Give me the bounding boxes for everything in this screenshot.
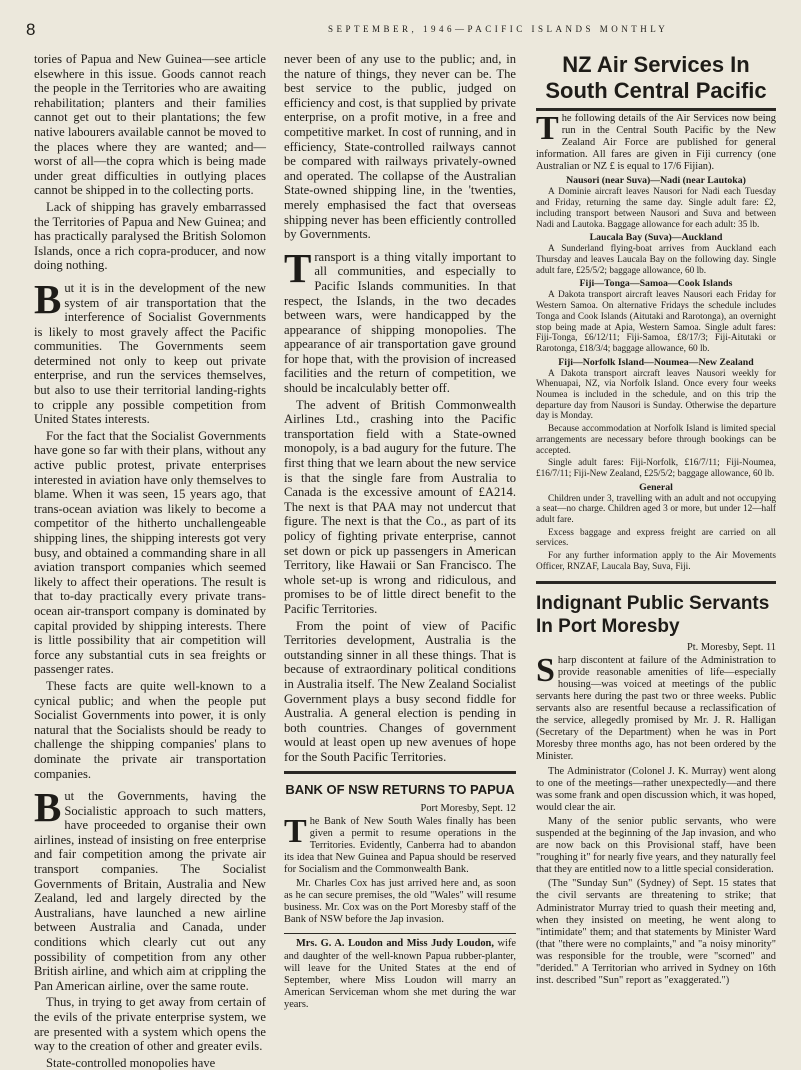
body-paragraph: The Administrator (Colonel J. K. Murray) went along to one of the meetings—rather unexpectedly—and there was some frank and open discussion which, it was hoped, would clear the air. [536, 765, 776, 813]
loudon-text: wife and daughter of the well-known Papua rubber-planter, will leave for the United States at the end of September, where Miss Loudon will marry an American Serviceman whom she met during the war years. [284, 938, 516, 1010]
route-heading: Nausori (near Suva)—Nadi (near Lautoka) [566, 175, 746, 187]
general-text: Excess baggage and express freight are carried on all services. [536, 527, 776, 549]
section-rule [284, 933, 516, 934]
body-paragraph: Sharp discontent at failure of the Administration to provide reasonable amenities of life—especially housing—was voiced at meetings of the public servants here during the past two or three weeks. Public servants also are resentful because a reclassification of the service, allegedly promised by Mr. J. R. Halligan (Secretary of the Department) when he was in Port Moresby three months ago, has not been ordered by the Minister. [536, 651, 776, 763]
route-heading: Fiji—Tonga—Samoa—Cook Islands [579, 278, 733, 290]
body-paragraph: The advent of British Commonwealth Airlines Ltd., crashing into the Pacific transportation field with a State-owned monopoly, is a bad augury for the future. The first thing that we learn about the new service is that the single fare from Australia to Canada is the excessive amount of £A214. The next is that PAA may not undercut that figure. The next is that the Co., as part of its policy of fighting private enterprise, cannot set down or pick up passengers in American Territory, like Hawaii or San Francisco. The whole set-up is wrong and ridiculous, and promises to be of little direct benefit to the Pacific Territories. [284, 397, 516, 616]
route-text: Single adult fares: Fiji-Norfolk, £16/7/11; Fiji-Noumea, £16/7/11; Fiji-New Zealand, £25/5/2; baggage allowance, 60 lb. [536, 458, 776, 479]
indignant-headline: Indignant Public Servants In Port Moresby [536, 592, 770, 637]
general-heading: General [639, 481, 673, 493]
route-text: Because accommodation at Norfolk Island is limited special arrangements are necessary before through bookings can be accepted. [536, 424, 776, 456]
body-paragraph: Lack of shipping has gravely embarrassed the Territories of Papua and New Guinea; and has practically paralysed the British Solomon Islands, once a rich copra-producer, and now doing nothing. [34, 199, 266, 273]
body-paragraph: But it is in the development of the new system of air transportation that the interference of Socialist Governments is likely to most gravely affect the Pacific communities. The Governments seem determined not only to keep out private enterprise, and run the services themselves, but also to use their territorial landing-rights to cripple any possible competition from United States interests. [34, 275, 266, 427]
section-rule [536, 581, 776, 584]
body-paragraph: tories of Papua and New Guinea—see article elsewhere in this issue. Goods cannot reach the people in the Territories who are awaiting rehabilitation; planters and their families cannot get out to their plantations; the few native labourers available cannot be moved to the places where they are wanted; and—worst of all—the copra which is being made under great difficulties in outlying places cannot be shipped in to the collecting ports. [34, 52, 266, 198]
general-text: For any further information apply to the Air Movements Officer, RNZAF, Laucala Bay, Suva, Fiji. [536, 551, 776, 572]
body-paragraph: For the fact that the Socialist Governments have gone so far with their plans, without any active public protest, private enterprises interested in aviation have only themselves to blame. When it was seen, 15 years ago, that trans-ocean aviation was likely to become a competitor of the hitherto unchallengeable shipping lines, the shipping interests got very busy, and obtained a commanding share in all aviation transport companies which seemed likely to affect their operations. The result is that to-day practically every private trans-ocean air-transport company is dominated by capital provided by shipping interests. There is little possibility that air competition will force any substantial cuts in sea freights or passenger rates. [34, 428, 266, 677]
body-paragraph: Thus, in trying to get away from certain of the evils of the private enterprise system, we are presented with a system which opens the way to the creation of other and greater evils. [34, 995, 266, 1054]
column-right [536, 52, 776, 1042]
running-head: SEPTEMBER, 1946—PACIFIC ISLANDS MONTHLY [328, 24, 669, 34]
bank-article [284, 803, 516, 1012]
body-paragraph: The Bank of New South Wales finally has been given a permit to resume operations in the Territories. Evidently, Canberra had to abandon its idea that New Guinea and Papua should be reserved for Socialism and the Commonwealth Bank. [284, 812, 516, 875]
body-paragraph: Many of the senior public servants, who were suspended at the beginning of the Jap invasion, and who are now back on this Provisional staff, have been "roughing it" for nearly five years, and they naturally feel that they are entitled now to a little special consideration. [536, 815, 776, 876]
bank-dateline: Port Moresby, Sept. 12 [420, 802, 516, 814]
section-rule [284, 771, 516, 774]
body-paragraph: (The "Sunday Sun" (Sydney) of Sept. 15 states that the civil servants are threatening to strike; that Administrator Murray tried to quash their meeting and, when they insisted on meeting, he went along to "intimidate" them; and that statements by Minister Ward (that "there were no complaints," and "a noisy minority" was responsible for the trouble, were "scorned" and "derided." A Territorian who arrived in Sydney on 16th inst. described "Sun" report as "exaggerated.") [536, 878, 776, 987]
loudon-names: Mrs. G. A. Loudon and Miss Judy Loudon, [296, 938, 494, 950]
air-services-article [536, 110, 776, 173]
route-text: A Dakota transport aircraft leaves Nausori each Friday for Western Samoa. On alternative Fridays the schedule includes Tonga and Cook Islands (Aitutaki and Rarotonga), an overnight stop being made at Apia, Western Samoa. Single adult fares: Fiji-Tonga, £6/12/11; Fiji-Samoa, £8/17/3; Fiji-Aitutaki or Rarotonga, £18/3/4; baggage allowance, 60 lb. [536, 290, 776, 354]
route-text: A Sunderland flying-boat arrives from Auckland each Thursday and leaves Laucala Bay on the following day. Single adult fare, £25/5/2; baggage allowance, 60 lb. [536, 244, 776, 276]
indignant-article [536, 642, 776, 988]
route-heading: Fiji—Norfolk Island—Noumea—New Zealand [558, 356, 754, 368]
body-paragraph: But the Governments, having the Socialistic approach to such matters, have proceeded to organise their own airlines, instead of insisting on free enterprise and fair competition among the private air transport companies. The Socialist Governments of Britain, Australia and New Zealand, led and largely directed by the Australians, have launched a new airline between Australia and Canada, under conditions which clearly cut out any possibility of competition from any other British airline, and which aim at crippling the Pan American airline, over the same route. [34, 784, 266, 993]
fare-schedule [536, 175, 776, 572]
body-paragraph: Mr. Charles Cox has just arrived here and, as soon as he can secure premises, the old "Wales" will resume business. Mr. Cox was on the Port Moresby staff of the Bank of NSW before the Jap invasion. [284, 878, 516, 926]
body-paragraph: Transport is a thing vitally important to all communities, and especially to Pacific Islands communities. In that respect, the Islands, in the two decades between wars, were handicapped by the appearance of shipping monopolies. The appearance of air transportation gave ground for hope that, with the provision of increased facilities and the return of competition, we should be incalculably better off. [284, 244, 516, 396]
air-services-headline: NZ Air Services In South Central Pacific [545, 52, 767, 103]
route-heading: Laucala Bay (Suva)—Auckland [589, 232, 723, 244]
route-text: A Dakota transport aircraft leaves Nausori weekly for Whenuapai, NZ, via Norfolk Island. Once every four weeks Noumea is included in the schedule, and on this trip the departure day from Nausori is Sunday. Otherwise the departure day is Monday. [536, 368, 776, 422]
column-left [34, 52, 266, 1070]
page-number: 8 [26, 20, 36, 39]
section-rule [536, 108, 776, 111]
loudon-paragraph [284, 938, 516, 1011]
route-text: A Dominie aircraft leaves Nausori for Nadi each Tuesday and Friday, returning the same day. Single adult fare: £2, including transport between Nausori and Suva and between Nadi and Lautoka. Baggage allowance for each adult: 35 lb. [536, 187, 776, 230]
general-text: Children under 3, travelling with an adult and not occupying a seat—no charge. Children aged 3 or more, but under 12—half adult fare. [536, 493, 776, 526]
column-middle [284, 52, 516, 1042]
body-paragraph: These facts are quite well-known to a cynical public; and when the people put Socialist Governments into power, it is only natural that the Socialists should be ready to challenge the shipping companies' plans to dominate the private air transportation companies. [34, 678, 266, 781]
body-paragraph: State-controlled monopolies have [46, 1055, 216, 1070]
body-paragraph: From the point of view of Pacific Territories development, Australia is the outstanding sinner in all these things. That is because of extraordinary political conditions in Australia itself. The New Zealand Socialist Government plays a busy second fiddle for Australia. A general election is pending in both countries. Changes of government would at least open up new avenues of hope for the South Pacific Territories. [284, 618, 516, 764]
bank-headline: BANK OF NSW RETURNS TO PAPUA [285, 781, 515, 797]
body-paragraph: never been of any use to the public; and, in the nature of things, they never can be. The best service to the public, judged on efficiency and cost, is that supplied by private enterprise, on a profit motive, in a free and competitive market. In cost of running, and in efficiency, State-controlled railways cannot be compared with railways privately-owned and operated. The collapse of the Australian State-owned shipping line, in the 'twenties, merely emphasised the fact that overseas shipping never has been efficiently controlled by Governments. [284, 52, 516, 242]
indignant-dateline: Pt. Moresby, Sept. 11 [687, 641, 776, 653]
air-intro: The following details of the Air Services now being run in the Central South Pacific by the New Zealand Air Force are published for general information. All fares are given in Fiji currency (one Australian or NZ £ is equal to 17/6 Fijian). [536, 110, 776, 173]
